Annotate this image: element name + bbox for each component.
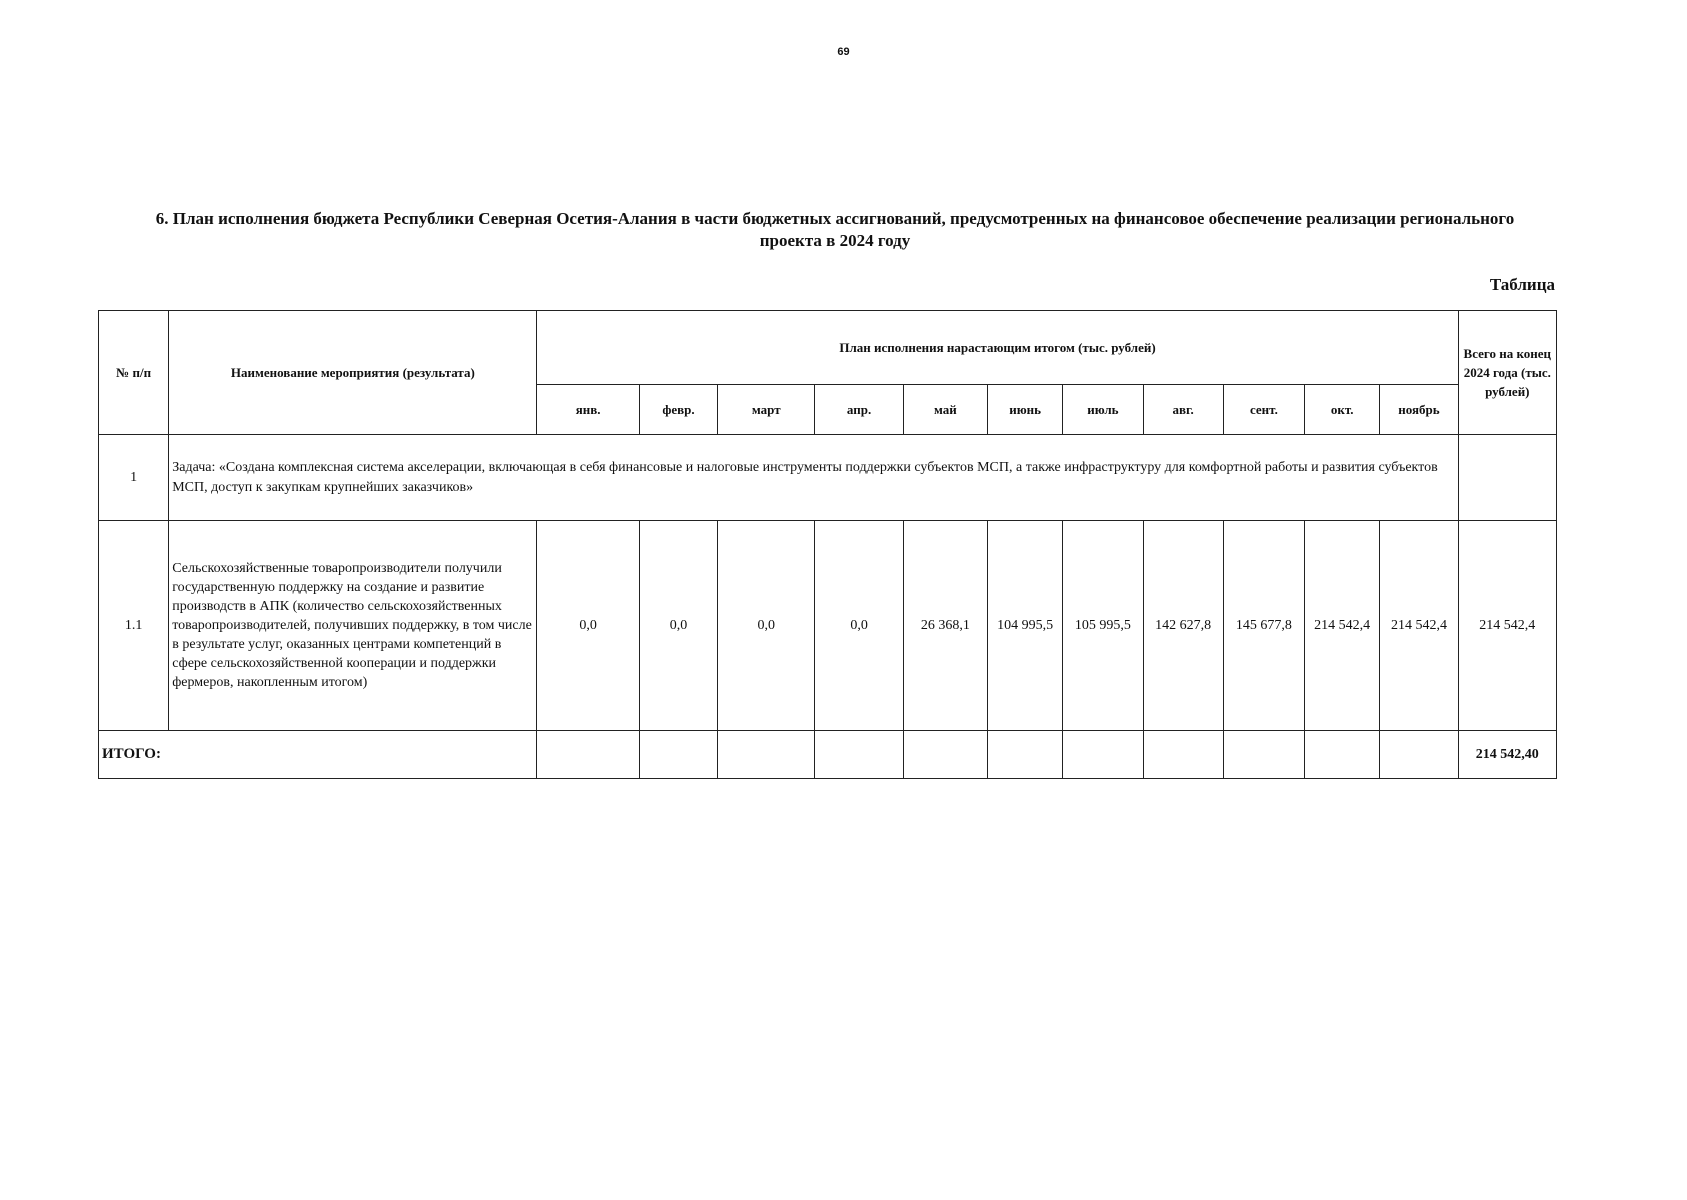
result-value: 105 995,5: [1063, 521, 1143, 731]
result-value: 0,0: [639, 521, 717, 731]
itogo-empty: [718, 731, 815, 779]
result-value: 0,0: [537, 521, 639, 731]
itogo-row: [99, 731, 1557, 779]
result-value: 142 627,8: [1143, 521, 1223, 731]
itogo-empty: [1143, 731, 1223, 779]
itogo-empty: [903, 731, 987, 779]
header-month: сент.: [1223, 385, 1304, 435]
result-value: 145 677,8: [1223, 521, 1304, 731]
title-line-1: 6. План исполнения бюджета Республики Северная Осетия-Алания в части бюджетных ассигнований, предусмотренных на финансовое обеспечение реализации регионального: [155, 209, 1515, 228]
header-month: апр.: [815, 385, 903, 435]
itogo-empty: [1305, 731, 1380, 779]
header-num: № п/п: [99, 311, 169, 435]
result-value: 26 368,1: [903, 521, 987, 731]
result-value: 0,0: [718, 521, 815, 731]
header-total: Всего на конец 2024 года (тыс. рублей): [1458, 311, 1556, 435]
result-value: 214 542,4: [1380, 521, 1458, 731]
result-value: 214 542,4: [1305, 521, 1380, 731]
budget-plan-table: [98, 310, 1557, 779]
header-month: март: [718, 385, 815, 435]
itogo-empty: [815, 731, 903, 779]
page-number: 69: [837, 46, 850, 58]
itogo-empty: [1223, 731, 1304, 779]
itogo-empty: [639, 731, 717, 779]
header-month: янв.: [537, 385, 639, 435]
table-label: Таблица: [1489, 275, 1555, 294]
result-total: 214 542,4: [1458, 521, 1556, 731]
result-row: [99, 521, 1557, 731]
document-title: [105, 208, 1565, 252]
header-month: июль: [1063, 385, 1143, 435]
itogo-empty: [1380, 731, 1458, 779]
result-value: 0,0: [815, 521, 903, 731]
header-month: май: [903, 385, 987, 435]
task-num: 1: [99, 435, 169, 521]
task-text: Задача: «Создана комплексная система акселерации, включающая в себя финансовые и налоговые инструменты поддержки субъектов МСП, а также инфраструктуру для комфортной работы и развития субъектов МСП, доступ к закупкам крупнейших заказчиков»: [169, 435, 1458, 521]
itogo-label: ИТОГО:: [99, 731, 537, 779]
result-num: 1.1: [99, 521, 169, 731]
header-month: ноябрь: [1380, 385, 1458, 435]
itogo-empty: [1063, 731, 1143, 779]
task-row: [99, 435, 1557, 521]
header-month: окт.: [1305, 385, 1380, 435]
header-row-1: [99, 311, 1557, 385]
header-name: Наименование мероприятия (результата): [169, 311, 537, 435]
result-name: Сельскохозяйственные товаропроизводители получили государственную поддержку на создание и развитие производств в АПК (количество сельскохозяйственных товаропроизводителей, получивших поддержку, в том числе в результате услуг, оказанных центрами компетенций в сфере сельскохозяйственной кооперации и поддержки фермеров, накопленным итогом): [169, 521, 537, 731]
header-month: февр.: [639, 385, 717, 435]
header-month: авг.: [1143, 385, 1223, 435]
itogo-total: 214 542,40: [1458, 731, 1556, 779]
header-plan: План исполнения нарастающим итогом (тыс. рублей): [537, 311, 1458, 385]
header-month: июнь: [988, 385, 1063, 435]
itogo-empty: [537, 731, 639, 779]
task-total-empty: [1458, 435, 1556, 521]
result-value: 104 995,5: [988, 521, 1063, 731]
itogo-empty: [988, 731, 1063, 779]
title-line-2: проекта в 2024 году: [759, 231, 911, 250]
